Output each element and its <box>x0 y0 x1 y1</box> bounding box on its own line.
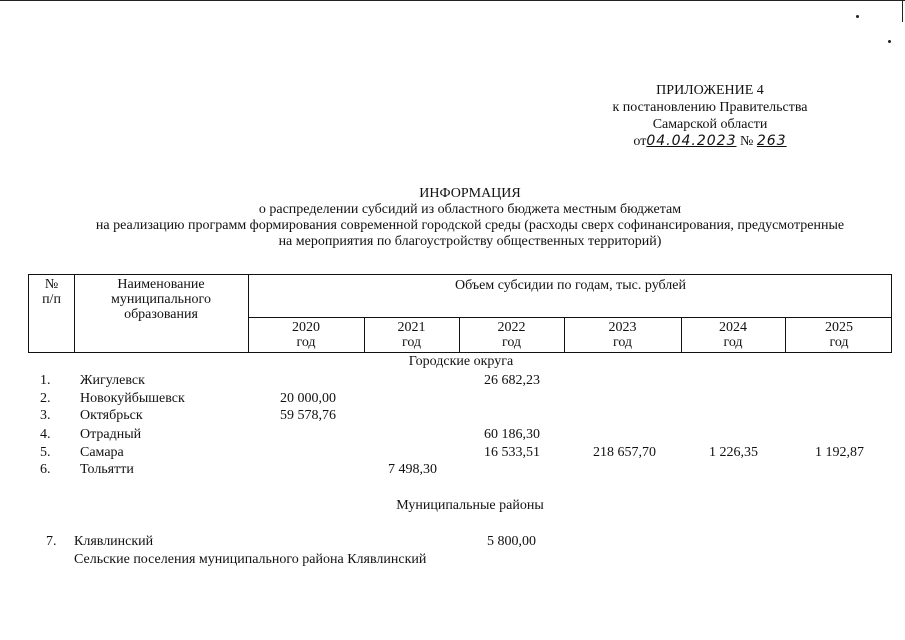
value-2022: 26 682,23 <box>484 373 540 388</box>
header-amount: Объем субсидии по годам, тыс. рублей <box>455 278 686 293</box>
header-year-2022: 2022 год <box>497 320 526 350</box>
table-row <box>0 408 905 424</box>
value-2022: 16 533,51 <box>484 445 540 460</box>
row-number: 7. <box>46 534 57 549</box>
row-number: 4. <box>40 427 51 442</box>
appendix-title: ПРИЛОЖЕНИЕ 4 <box>656 83 764 98</box>
row-number: 5. <box>40 445 51 460</box>
value-2022: 60 186,30 <box>484 427 540 442</box>
title-heading: ИНФОРМАЦИЯ <box>419 186 521 201</box>
page-right-edge <box>902 0 903 22</box>
table-row <box>0 373 905 389</box>
title-line: на мероприятия по благоустройству общественных территорий) <box>278 234 662 249</box>
title-line: о распределении субсидий из областного бюджета местным бюджетам <box>258 202 682 217</box>
header-year-2024: 2024 год <box>719 320 747 350</box>
appendix-date-number <box>560 133 860 150</box>
row-number: 2. <box>40 391 51 406</box>
header-year-2021: 2021 год <box>397 320 426 350</box>
row-number: 6. <box>40 462 51 477</box>
row-name: Новокуйбышевск <box>80 391 185 406</box>
scan-speck <box>856 15 859 18</box>
row-name: Тольятти <box>80 462 134 477</box>
document-title <box>30 186 905 250</box>
scan-speck <box>888 40 891 43</box>
grid-line <box>248 317 891 318</box>
district-subheading: Сельские поселения муниципального района Клявлинский <box>74 552 427 567</box>
header-number: № п/п <box>42 277 61 307</box>
header-year-2020: 2020 год <box>292 320 320 350</box>
row-name: Самара <box>80 445 124 460</box>
row-name: Отрадный <box>80 427 142 442</box>
value-2022: 5 800,00 <box>487 534 536 549</box>
value-2023: 218 657,70 <box>593 445 656 460</box>
title-line: на реализацию программ формирования современной городской среды (расходы сверх софинансирования, предусмотренные <box>95 218 845 233</box>
value-2020: 20 000,00 <box>280 391 336 406</box>
handwritten-date: 04.04.2023 <box>646 133 737 149</box>
row-name: Клявлинский <box>74 534 154 549</box>
value-2020: 59 578,76 <box>280 408 336 423</box>
table-row <box>0 445 905 461</box>
table-header <box>28 274 892 353</box>
date-prefix: от <box>633 134 647 149</box>
table-row <box>0 391 905 407</box>
handwritten-number: 263 <box>756 133 787 149</box>
section-heading-districts: Муниципальные районы <box>396 498 544 513</box>
number-label: № <box>740 134 754 149</box>
row-number: 1. <box>40 373 51 388</box>
grid-line <box>74 275 75 352</box>
row-name: Октябрьск <box>80 408 143 423</box>
row-name: Жигулевск <box>80 373 145 388</box>
header-name: Наименование муниципального образования <box>111 277 211 322</box>
table-row <box>0 534 905 550</box>
appendix-line: к постановлению Правительства <box>612 100 808 115</box>
row-number: 3. <box>40 408 51 423</box>
section-heading-cities: Городские округа <box>408 354 514 369</box>
header-year-2023: 2023 год <box>608 320 637 350</box>
table-row <box>0 427 905 443</box>
value-2024: 1 226,35 <box>709 445 758 460</box>
value-2025: 1 192,87 <box>815 445 864 460</box>
table-row <box>0 462 905 478</box>
appendix-line: Самарской области <box>652 117 768 132</box>
page-top-edge <box>0 0 905 1</box>
value-2021: 7 498,30 <box>388 462 437 477</box>
appendix-block <box>560 82 860 150</box>
header-year-2025: 2025 год <box>825 320 853 350</box>
